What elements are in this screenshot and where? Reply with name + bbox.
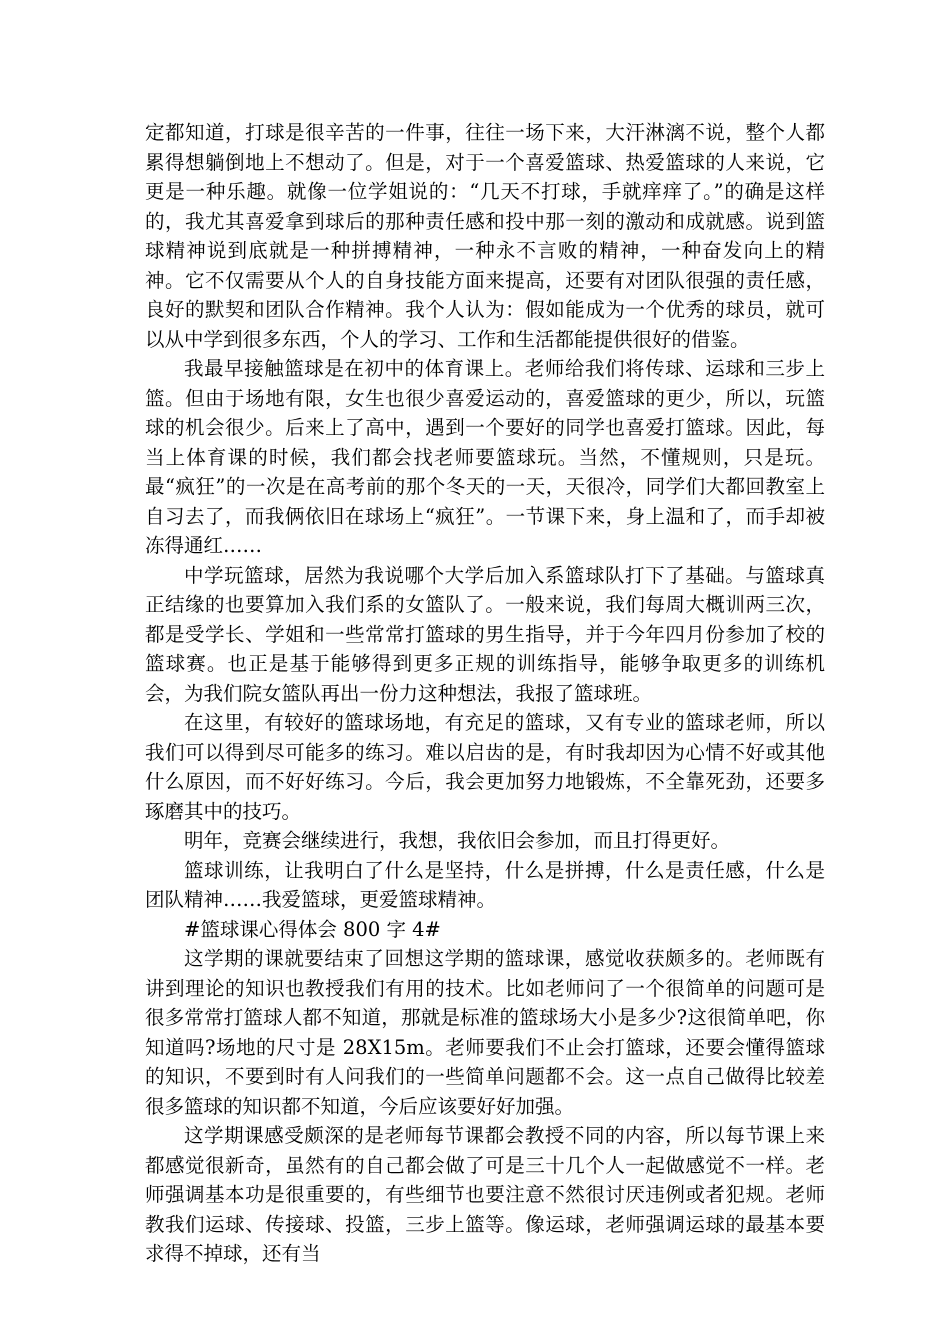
paragraph-3: 中学玩篮球，居然为我说哪个大学后加入系篮球队打下了基础。与篮球真正结缘的也要算加入我们系的女篮队了。一般来说，我们每周大概训两三次，都是受学长、学姐和一些常常打篮球的男生指导，并于今年四月份参加了校的篮球赛。也正是基于能够得到更多正规的训练指导，能够争取更多的训练机会，为我们院女篮队再出一份力这种想法，我报了篮球班。: [145, 563, 825, 705]
paragraph-6: 篮球训练，让我明白了什么是坚持，什么是拼搏，什么是责任感，什么是团队精神……我爱篮球，更爱篮球精神。: [145, 858, 825, 911]
paragraph-2: 我最早接触篮球是在初中的体育课上。老师给我们将传球、运球和三步上篮。但由于场地有限，女生也很少喜爱运动的，喜爱篮球的更少，所以，玩篮球的机会很少。后来上了高中，遇到一个要好的同学也喜爱打篮球。因此，每当上体育课的时候，我们都会找老师要篮球玩。当然，不懂规则，只是玩。最“疯狂”的一次是在高考前的那个冬天的一天，天很冷，同学们大都回教室上自习去了，而我俩依旧在球场上“疯狂”。一节课下来，身上温和了，而手却被冻得通红……: [145, 357, 825, 557]
document-page: [145, 118, 825, 1269]
paragraph-1: 定都知道，打球是很辛苦的一件事，往往一场下来，大汗淋漓不说，整个人都累得想躺倒地上不想动了。但是，对于一个喜爱篮球、热爱篮球的人来说，它更是一种乐趣。就像一位学姐说的：“几天不打球，手就痒痒了。”的确是这样的，我尤其喜爱拿到球后的那种责任感和投中那一刻的激动和成就感。说到篮球精神说到底就是一种拼搏精神，一种永不言败的精神，一种奋发向上的精神。它不仅需要从个人的自身技能方面来提高，还要有对团队很强的责任感，良好的默契和团队合作精神。我个人认为：假如能成为一个优秀的球员，就可以从中学到很多东西，个人的学习、工作和生活都能提供很好的借鉴。: [145, 121, 825, 351]
paragraph-7: 这学期的课就要结束了回想这学期的篮球课，感觉收获颇多的。老师既有讲到理论的知识也教授我们有用的技术。比如老师问了一个很简单的问题可是很多常常打篮球人都不知道，那就是标准的篮球场大小是多少?这很简单吧，你知道吗?场地的尺寸是 28X15m。老师要我们不止会打篮球，还要会懂得篮球的知识，不要到时有人问我们的一些简单问题都不会。这一点自己做得比较差很多篮球的知识都不知道，今后应该要好好加强。: [145, 947, 825, 1118]
paragraph-8: 这学期课感受颇深的是老师每节课都会教授不同的内容，所以每节课上来都感觉很新奇，虽然有的自己都会做了可是三十几个人一起做感觉不一样。老师强调基本功是很重要的，有些细节也要注意不然很讨厌违例或者犯规。老师教我们运球、传接球、投篮，三步上篮等。像运球，老师强调运球的最基本要求得不掉球，还有当: [145, 1124, 825, 1265]
paragraph-4: 在这里，有较好的篮球场地，有充足的篮球，又有专业的篮球老师，所以我们可以得到尽可能多的练习。难以启齿的是，有时我却因为心情不好或其他什么原因，而不好好练习。今后，我会更加努力地锻炼，不全靠死劲，还要多琢磨其中的技巧。: [145, 711, 825, 823]
paragraph-5: 明年，竞赛会继续进行，我想，我依旧会参加，而且打得更好。: [184, 829, 731, 852]
section-heading: #篮球课心得体会 800 字 4#: [184, 917, 441, 941]
